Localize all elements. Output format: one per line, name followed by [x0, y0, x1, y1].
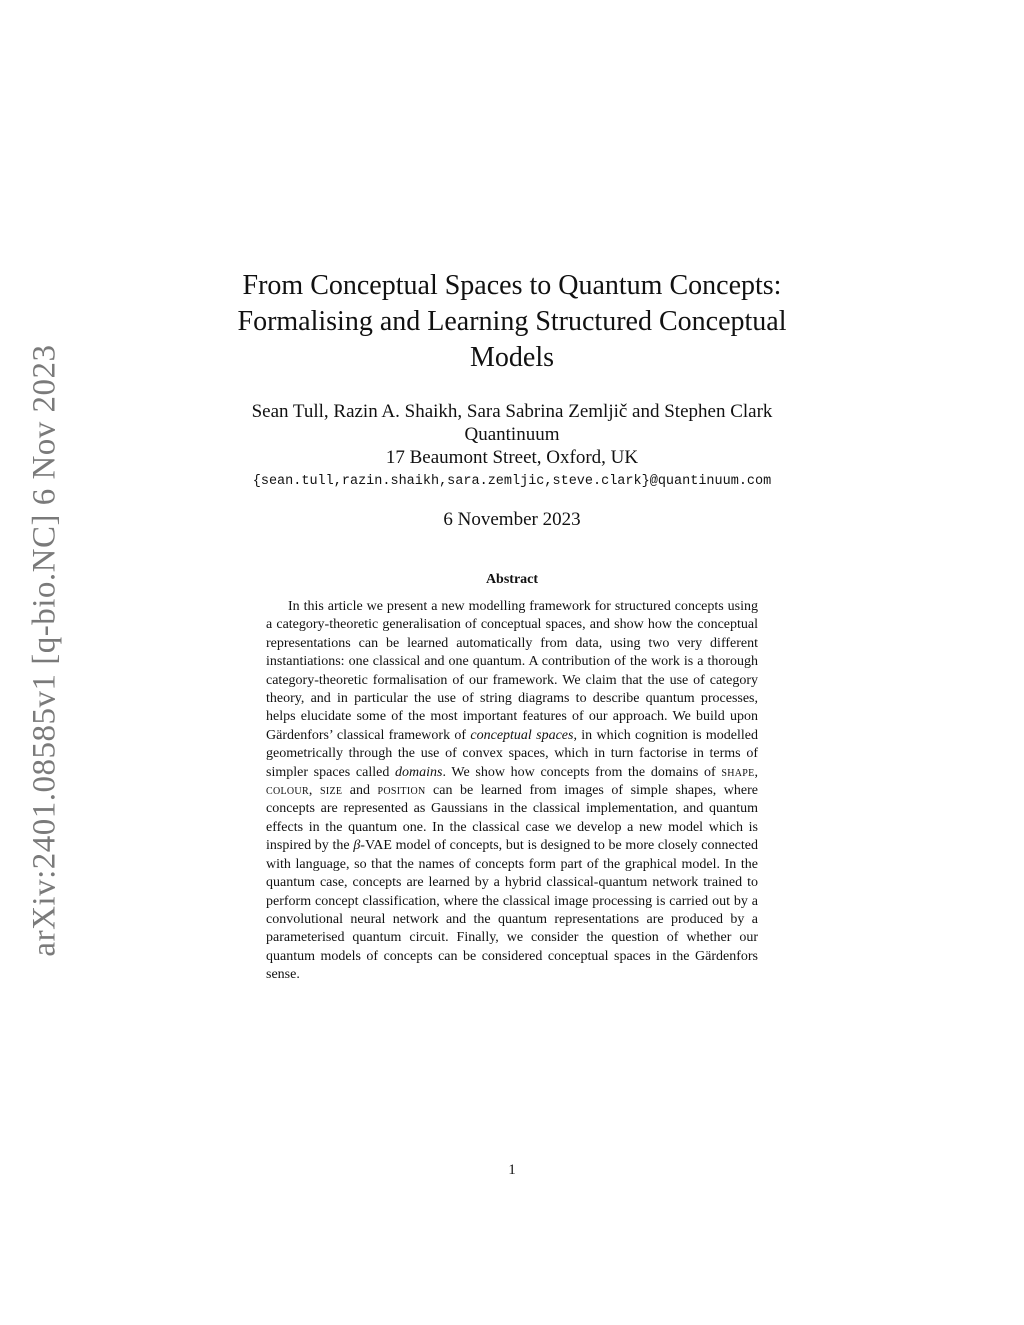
domain-size: size [319, 783, 343, 799]
abstract-emphasis-domains: domains [395, 764, 443, 780]
abstract-text-5: -VAE model of concepts, but is designed to be more closely connected with language, so that the names of concepts form part of the graphical model. In the quantum case, concepts are learned by a hybrid classical-quantum network trained to perform concept classification, where the classical image processing is carried out by a convolutional neural network and the quantum representations are produced by a parameterised quantum circuit. Finally, we consider the question of whether our quantum models of concepts can be considered conceptual spaces in the Gärdenfors sense. [266, 838, 758, 983]
abstract-text-3: . We show how concepts from the domains of [442, 764, 722, 780]
abstract-separator-1: , [754, 764, 759, 780]
paper-date: 6 November 2023 [443, 509, 581, 530]
abstract-heading: Abstract [485, 572, 539, 587]
author-affiliation: Quantinuum [464, 424, 560, 445]
arxiv-identifier-stamp [20, 340, 70, 960]
abstract-emphasis-conceptual-spaces: conceptual spaces [470, 727, 574, 743]
abstract-text-1: In this article we present a new modelling framework for structured concepts using a category-theoretic generalisation of conceptual spaces, and show how the conceptual representations can be learned automatically from data, using two very different instantiations: one classical and one quantum. A contribution of the work is a thorough category-theoretic formalisation of our framework. We claim that the use of category theory, and in particular the use of string diagrams to describe quantum processes, helps elucidate some of the most important features of our approach. We build upon Gärdenfors’ classical framework of [266, 599, 758, 743]
arxiv-identifier-text: arXiv:2401.08585v1 [q-bio.NC] 6 Nov 2023 [26, 343, 63, 957]
author-address: 17 Beaumont Street, Oxford, UK [385, 447, 639, 468]
domain-colour: colour [266, 783, 309, 799]
page-number: 1 [508, 1162, 516, 1178]
title-line-1: From Conceptual Spaces to Quantum Concepts: [242, 270, 782, 301]
domain-shape: shape [721, 764, 755, 780]
author-block [150, 400, 874, 493]
abstract-text-4: can be learned from images of simple shapes, where concepts are represented as Gaussians in the classical implementation, and quantum effects in the quantum one. In the classical case we develop a new model which is inspired by the [266, 783, 758, 854]
abstract-body [266, 598, 758, 985]
abstract-paragraph [266, 598, 758, 985]
abstract-separator-2: , [308, 783, 320, 799]
author-emails: {sean.tull,razin.shaikh,sara.zemljic,steve.clark}@quantinuum.com [252, 474, 772, 489]
paper-title [200, 268, 824, 376]
abstract-text-2: , in which cognition is modelled geometrically through the use of convex spaces, which in turn factorise in terms of simpler spaces called [266, 727, 759, 780]
beta-symbol: β [353, 838, 361, 854]
title-line-3: Models [470, 342, 554, 373]
author-names: Sean Tull, Razin A. Shaikh, Sara Sabrina Zemljič and Stephen Clark [251, 401, 773, 422]
abstract-separator-3: and [342, 783, 378, 799]
title-line-2: Formalising and Learning Structured Conceptual [237, 306, 787, 337]
domain-position: position [377, 783, 426, 799]
